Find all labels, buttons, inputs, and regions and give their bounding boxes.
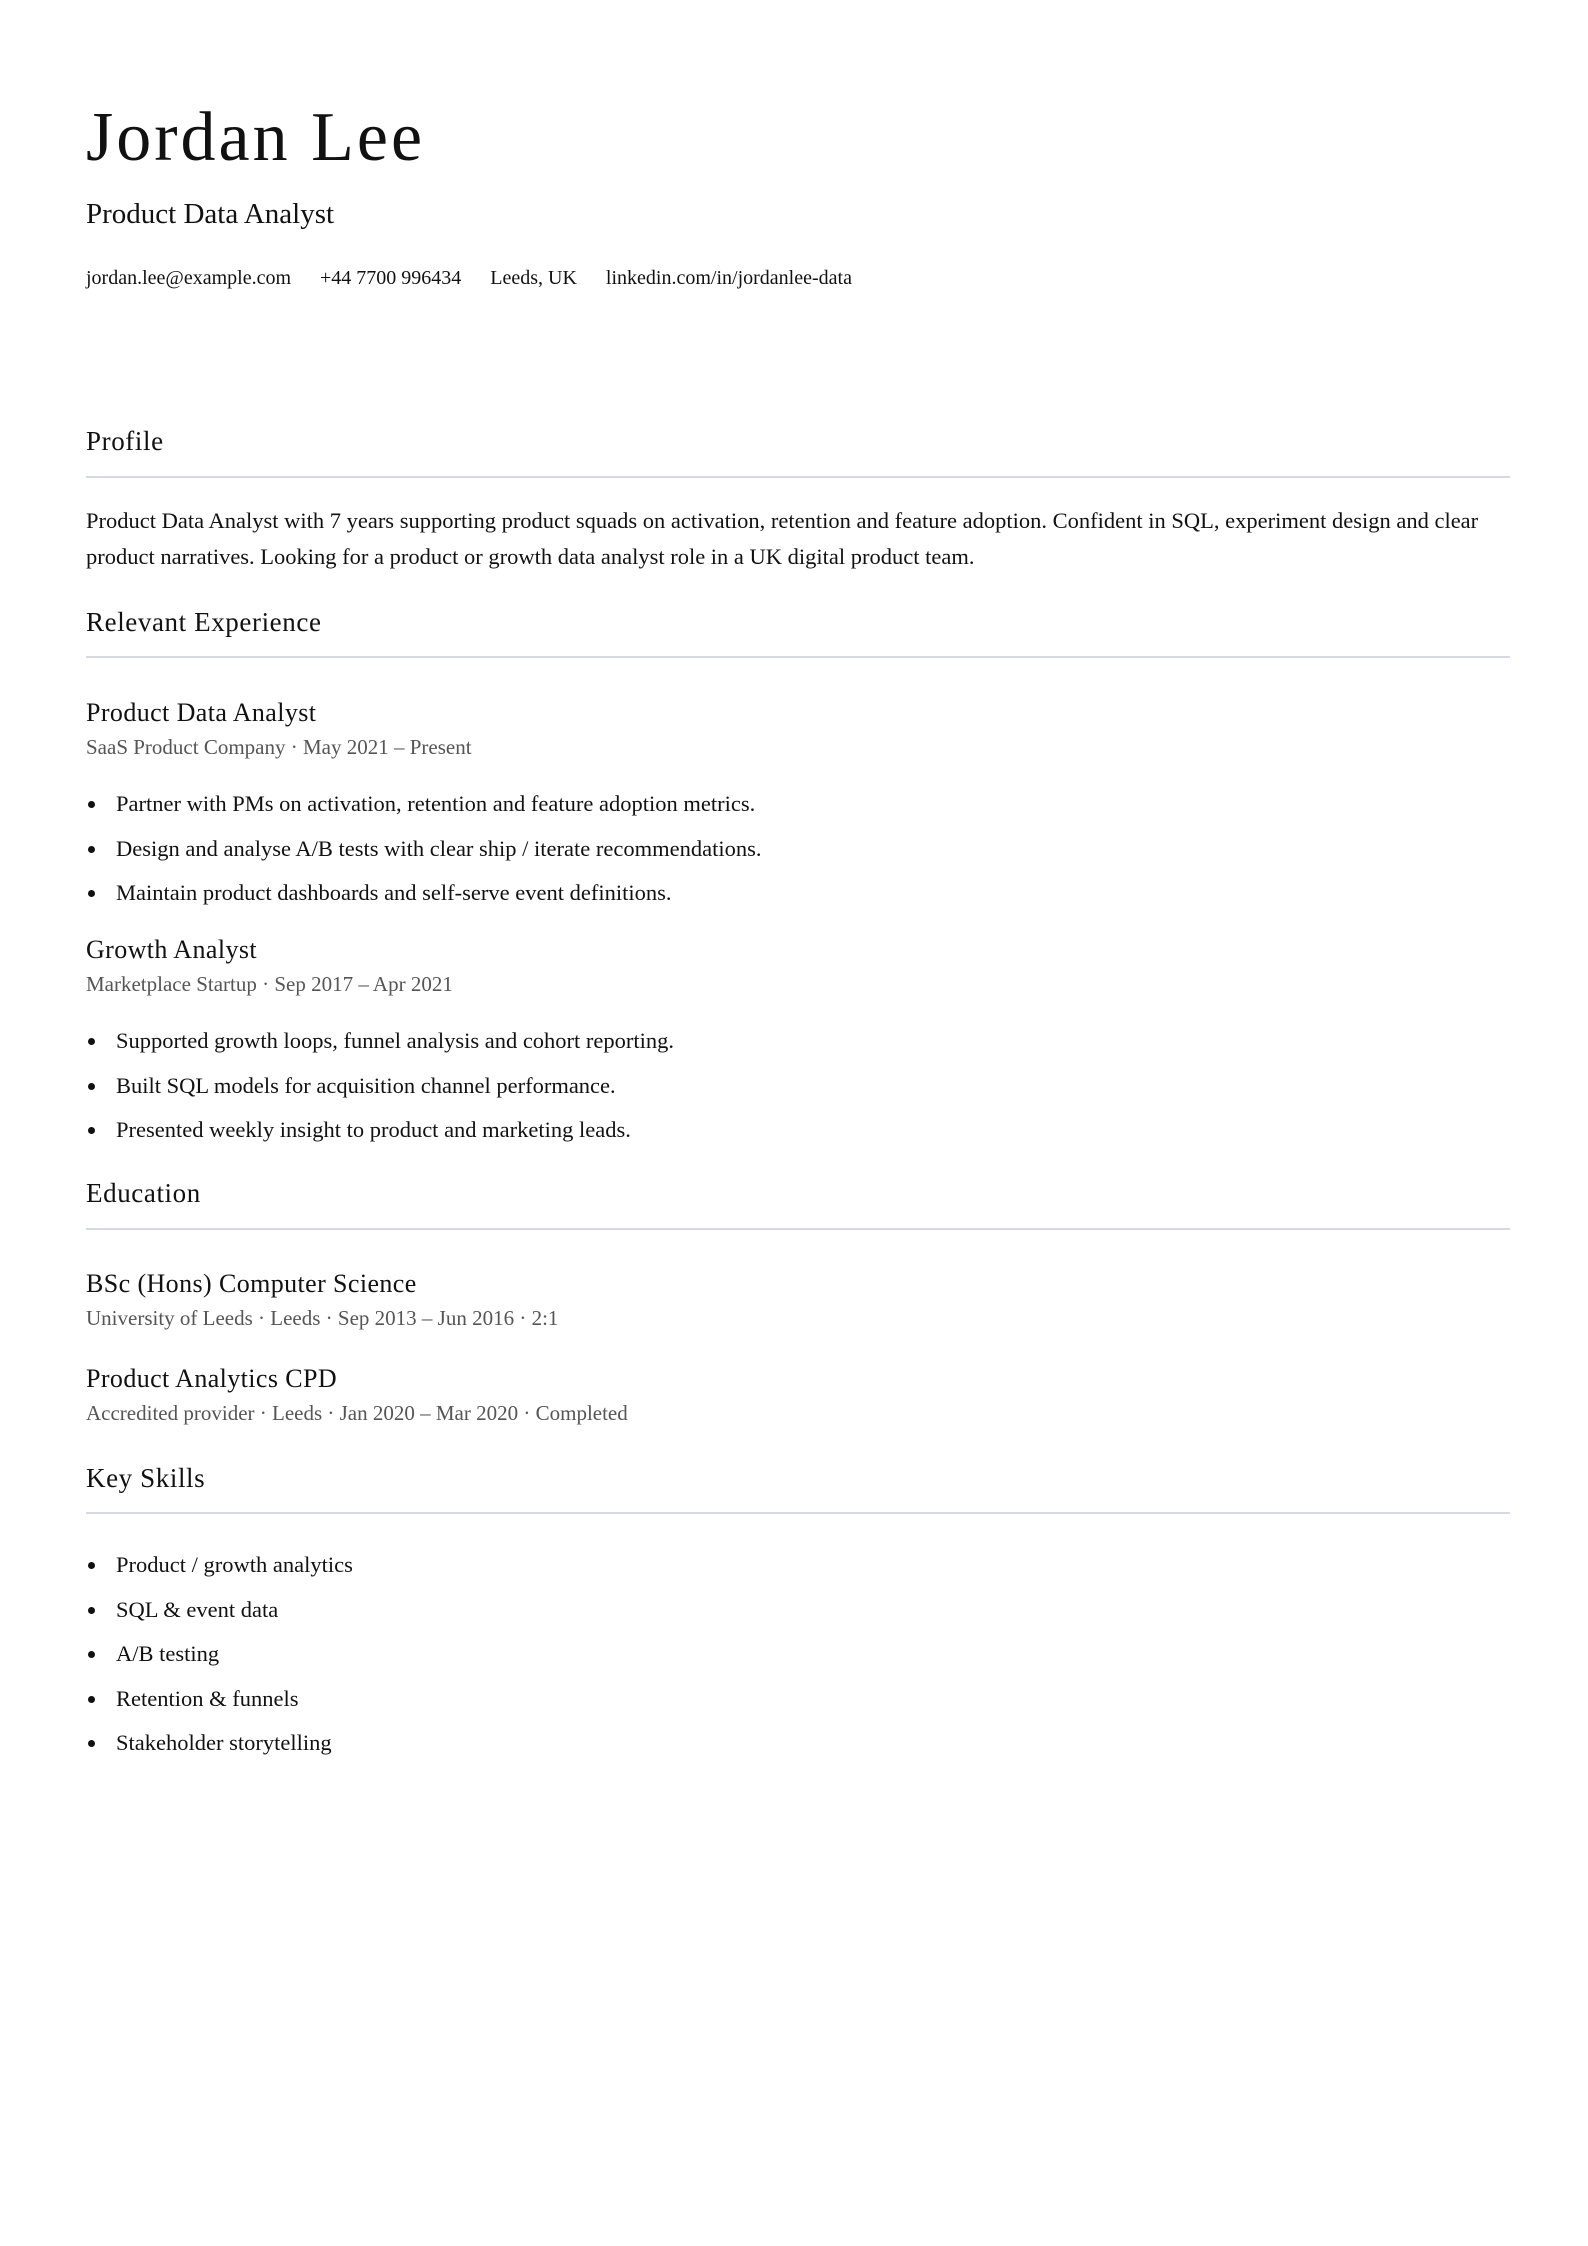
list-item: Product / growth analytics <box>86 1543 353 1588</box>
profile-summary: Product Data Analyst with 7 years supporting product squads on activation, retention and feature adoption. Confident in SQL, experiment design and clear product narratives. Looking for a product or growth data analyst role in a UK digital product team. <box>86 508 1479 569</box>
list-item: SQL & event data <box>86 1588 353 1633</box>
section-heading-profile: Profile <box>86 426 164 456</box>
list-item: Maintain product dashboards and self-serve event definitions. <box>86 871 761 916</box>
list-item: Design and analyse A/B tests with clear ship / iterate recommendations. <box>86 827 761 872</box>
education-title-1: BSc (Hons) Computer Science <box>86 1269 417 1298</box>
contact-linkedin: linkedin.com/in/jordanlee-data <box>605 267 852 289</box>
job-title-2: Growth Analyst <box>86 935 257 964</box>
section-heading-education: Education <box>86 1178 201 1208</box>
section-divider <box>86 1228 1510 1230</box>
section-divider <box>86 656 1510 658</box>
contact-location: Leeds, UK <box>490 267 577 289</box>
list-item: Presented weekly insight to product and marketing leads. <box>86 1108 674 1153</box>
list-item: Supported growth loops, funnel analysis and cohort reporting. <box>86 1019 674 1064</box>
section-heading-experience: Relevant Experience <box>86 607 322 637</box>
list-item: Built SQL models for acquisition channel performance. <box>86 1064 674 1109</box>
list-item: Retention & funnels <box>86 1677 353 1722</box>
job-bullets-2 <box>86 1019 674 1153</box>
job-meta-2: Marketplace Startup · Sep 2017 – Apr 2021 <box>86 972 453 996</box>
contact-email: jordan.lee@example.com <box>86 267 291 289</box>
job-bullets-1 <box>86 782 761 916</box>
job-title-1: Product Data Analyst <box>86 698 317 727</box>
section-divider <box>86 476 1510 478</box>
candidate-name: Jordan Lee <box>86 99 426 176</box>
list-item: Stakeholder storytelling <box>86 1721 353 1766</box>
skills-list <box>86 1543 353 1766</box>
education-meta-2: Accredited provider · Leeds · Jan 2020 – Mar 2020 · Completed <box>86 1401 628 1425</box>
list-item: Partner with PMs on activation, retention and feature adoption metrics. <box>86 782 761 827</box>
contact-line <box>86 264 852 292</box>
contact-phone: +44 7700 996434 <box>320 267 462 289</box>
list-item: A/B testing <box>86 1632 353 1677</box>
education-meta-1: University of Leeds · Leeds · Sep 2013 – Jun 2016 · 2:1 <box>86 1306 559 1330</box>
section-heading-skills: Key Skills <box>86 1463 206 1493</box>
candidate-title: Product Data Analyst <box>86 198 335 230</box>
job-meta-1: SaaS Product Company · May 2021 – Present <box>86 735 472 759</box>
education-title-2: Product Analytics CPD <box>86 1364 338 1393</box>
section-divider <box>86 1512 1510 1514</box>
